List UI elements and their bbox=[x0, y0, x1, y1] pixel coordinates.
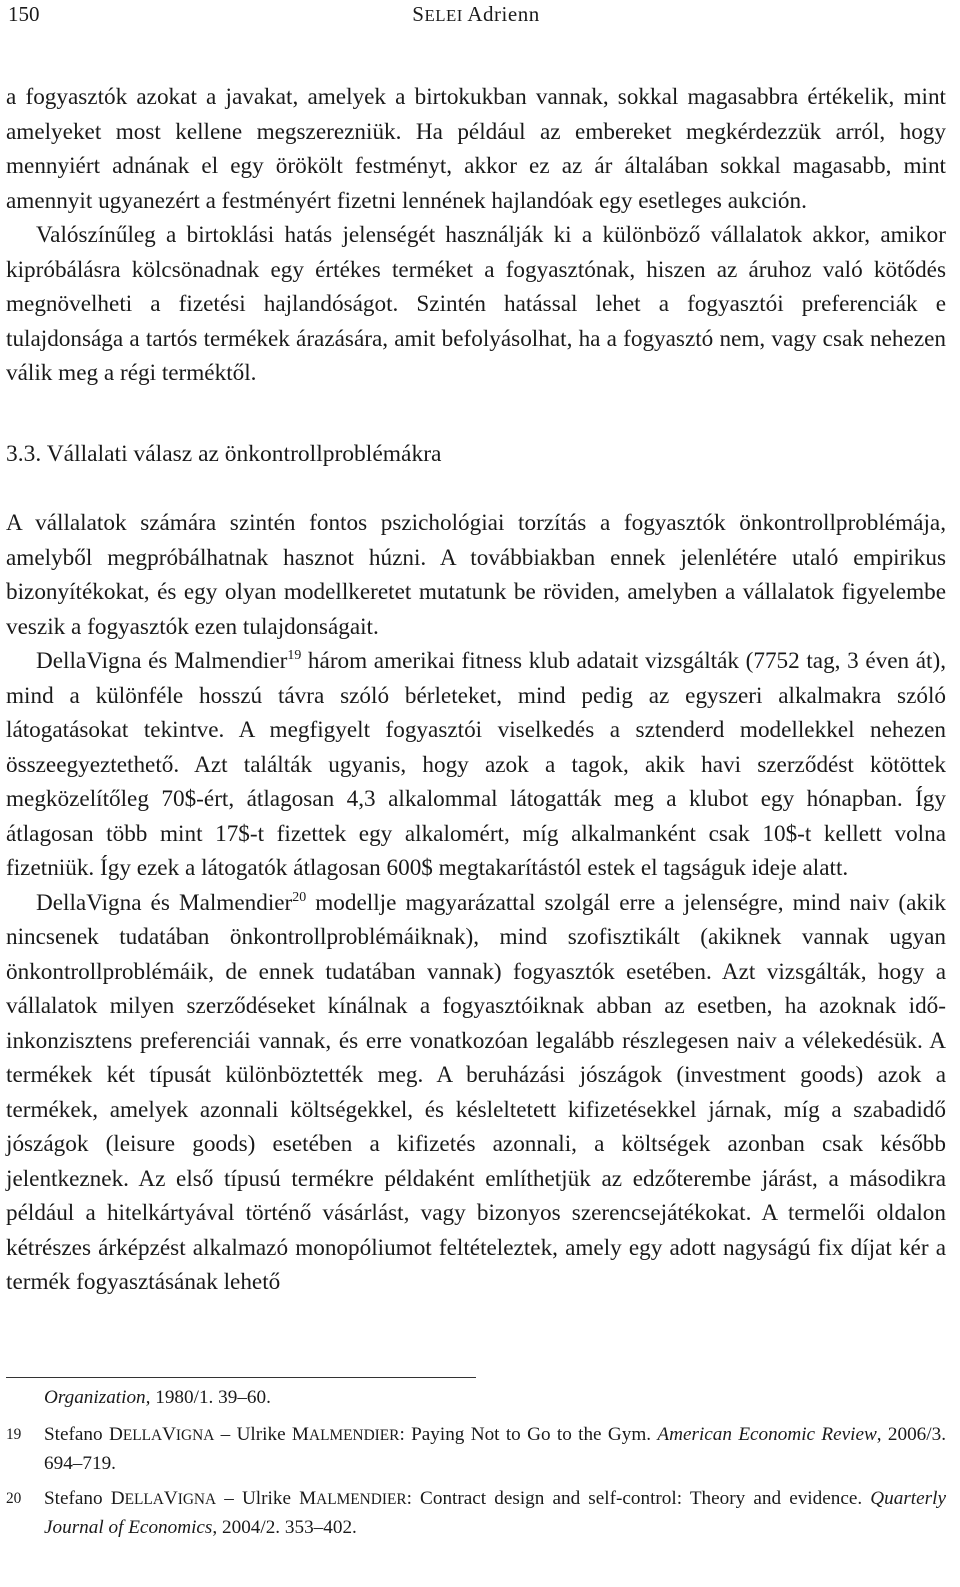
footnote-19 bbox=[6, 1421, 946, 1478]
paragraph-1: a fogyasztók azokat a javakat, amelyek a birtokukban vannak, sokkal magasabbra értékelik, mint amelyeket most kellene megszerezniük. Ha például az embereket megkérdezzük arról, hogy mennyiért adnának el egy örökölt festményt, akkor ez az ár általában sokkal magasabb, mint amennyit ugyanezért a festményért fizetni lennének hajlandóak egy esetleges aukción. bbox=[6, 84, 946, 214]
footnote-20-author-b: MALMENDIER bbox=[299, 1488, 407, 1509]
page-number: 150 bbox=[8, 2, 40, 26]
footnote-number-19: 19 bbox=[6, 1426, 22, 1443]
footnote-20-separator: – Ulrike bbox=[216, 1488, 300, 1509]
author-surname-smallcaps: ELEI bbox=[424, 6, 463, 25]
author-given-name: Adrienn bbox=[467, 2, 540, 26]
footnote-19-rest: , 2006/3. 694–719. bbox=[44, 1424, 946, 1474]
footnote-20-author-a: DELLAVIGNA bbox=[110, 1488, 217, 1509]
footnote-19-separator: – Ulrike bbox=[214, 1424, 292, 1445]
footnote-cont-rest: 1980/1. 39–60. bbox=[150, 1387, 271, 1408]
footnote-divider bbox=[6, 1377, 476, 1378]
section-heading: 3.3. Vállalati válasz az önkontrollproblémákra bbox=[6, 440, 442, 467]
paragraph-4-text: három amerikai fitness klub adatait vizsgálták (7752 tag, 3 éven át), mind a különféle hosszú távra szóló bérleteket, mind pedig az egyszeri alkalmakra szóló látogatásokat tekintve. A megfigyelt fogyasztói viselkedés a sztenderd modellekkel nehezen összeegyeztethető. Azt találták ugyanis, hogy azok a tagok, akik havi szerződést kötöttek megközelítőleg 70$-ért, átlagosan 4,3 alkalommal látogatták meg a klubot egy hónapban. Így átlagosan több mint 17$-t fizettek egy alkalomért, míg alkalmanként csak 10$-t kellett volna fizetniük. Így ezek a látogatók átlagosan 600$ megtakarítástól estek el tagságuk ideje alatt. bbox=[6, 648, 946, 881]
footnote-ref-19[interactable]: 19 bbox=[287, 647, 302, 663]
paragraph-5-lead: DellaVigna és Malmendier bbox=[36, 889, 293, 916]
paragraph-5-text: modellje magyarázattal szolgál erre a jelenségre, mind naiv (akik nincsenek tudatában önkontrollproblémáiknak), mind szofisztikált (akiknek vannak ugyan önkontrollproblémáik, de ennek tudatában vannak) fogyasztók esetében. Azt vizsgálták, hogy a vállalatok milyen szerződéseket kínálnak a fogyasztóiknak abban az esetben, ha azoknak idő-inkonzisztens preferenciái vannak, és erre vonatkozóan legalább részlegesen naiv a vélekedésük. A termékek két típusát különböztették meg. A beruházási jószágok (investment goods) azok a termékek, amelyek azonnali költségekkel, és késleltetett kifizetésekkel járnak, míg a szabadidő jószágok (leisure goods) esetében a kifizetés azonnali, a költségek azonban csak később jelentkeznek. Az első típusú termékre példaként említhetjük az edzőterembe járást, a másodikra például a hitelkártyával történő vásárlást, vagy bizonyos szerencsejátékokat. A termelői oldalon kétrészes árképzést alkalmazó monopóliumot feltételeztek, amely egy adott nagyságú fix díjat kér a termék fogyasztásának lehető bbox=[6, 889, 947, 1295]
paragraph-3: A vállalatok számára szintén fontos pszichológiai torzítás a fogyasztók önkontrollproblémája, amelyből megpróbálhatnak hasznot húzni. A továbbiakban ennek jelenlétére utaló empirikus bizonyítékokat, és egy olyan modellkeretet mutatunk be röviden, amelyben a vállalatok figyelembe veszik a fogyasztók ezen tulajdonságait. bbox=[6, 510, 946, 640]
paragraph-4 bbox=[6, 644, 946, 886]
footnotes bbox=[6, 1384, 946, 1549]
footnote-19-author-b: MALMENDIER bbox=[291, 1424, 400, 1445]
footnote-20-title: : Contract design and self-control: Theory and evidence. bbox=[406, 1488, 871, 1509]
running-author bbox=[8, 2, 944, 27]
author-initial: S bbox=[412, 2, 425, 26]
footnote-20-journal: Quarterly Journal of Economics bbox=[44, 1488, 946, 1538]
footnote-20 bbox=[6, 1485, 946, 1542]
footnote-number-20: 20 bbox=[6, 1490, 22, 1507]
running-header bbox=[8, 2, 944, 30]
footnote-20-rest: , 2004/2. 353–402. bbox=[212, 1517, 357, 1538]
paragraph-5 bbox=[6, 886, 946, 1300]
footnote-19-journal: American Economic Review bbox=[657, 1424, 877, 1445]
footnote-19-title: : Paying Not to Go to the Gym. bbox=[399, 1424, 658, 1445]
paragraph-4-lead: DellaVigna és Malmendier bbox=[36, 648, 288, 674]
footnote-19-author-a: DELLAVIGNA bbox=[108, 1424, 215, 1445]
footnote-20-author-given: Stefano bbox=[44, 1488, 111, 1509]
footnote-19-author-given: Stefano bbox=[44, 1424, 109, 1445]
footnote-ref-20[interactable]: 20 bbox=[292, 889, 307, 905]
main-text bbox=[6, 80, 946, 1300]
footnote-continuation bbox=[6, 1384, 946, 1412]
footnote-cont-journal: Organization, bbox=[44, 1387, 151, 1408]
paragraph-2: Valószínűleg a birtoklási hatás jelenségét használják ki a különböző vállalatok akkor, amikor kipróbálásra kölcsönadnak egy értékes terméket a fogyasztónak, hiszen az áruhoz való kötődés megnövelheti a fizetési hajlandóságot. Szintén hatással lehet a fogyasztói preferenciák e tulajdonsága a tartós termékek árazására, amit befolyásolhat, ha a fogyasztó nem, vagy csak nehezen válik meg a régi terméktől. bbox=[6, 222, 946, 386]
